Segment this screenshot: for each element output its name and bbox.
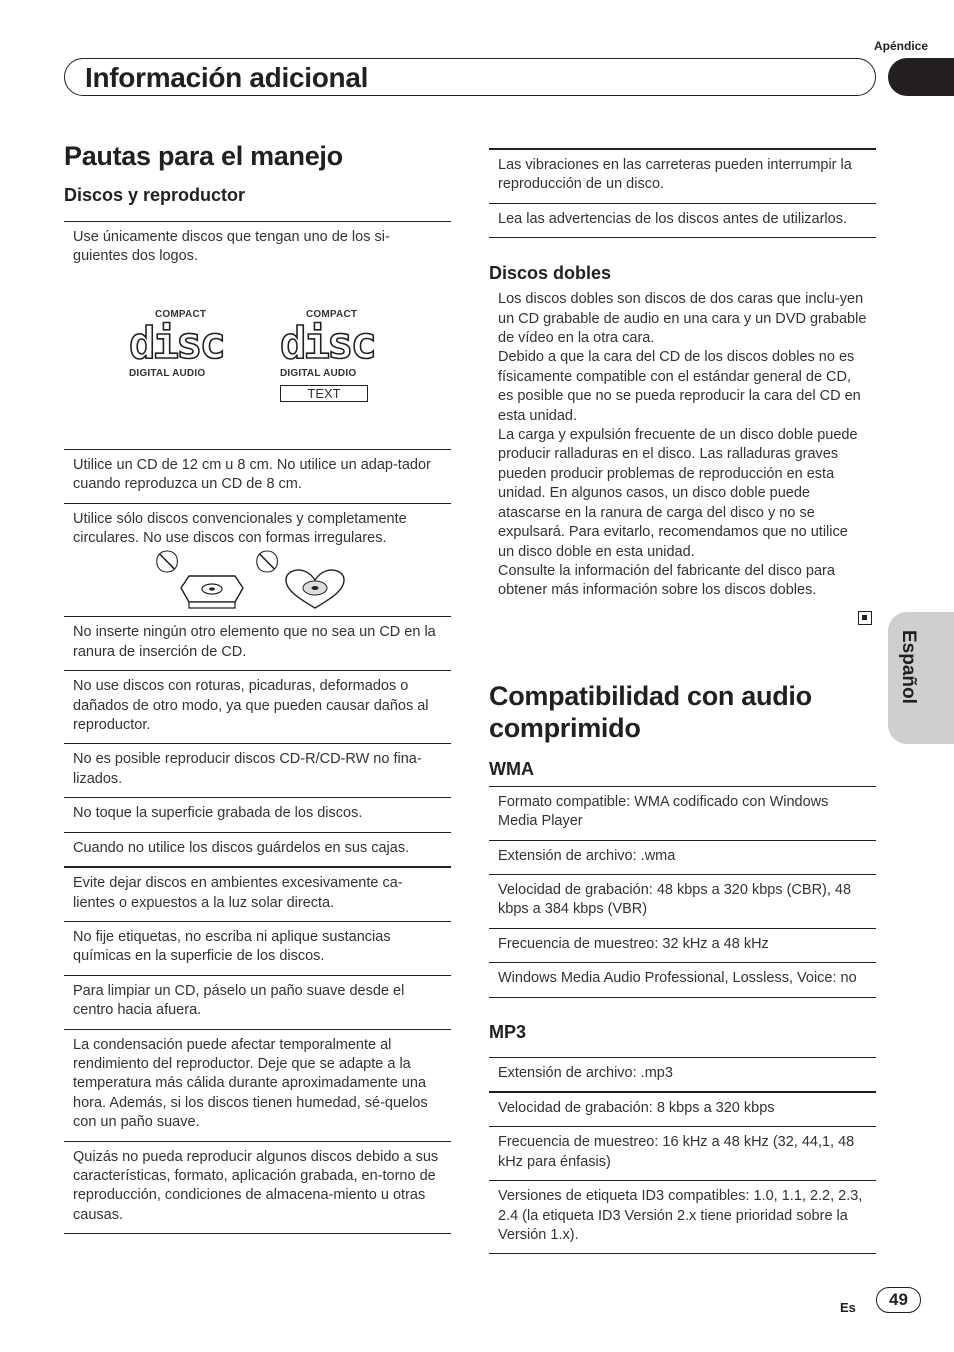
table-row: Velocidad de grabación: 48 kbps a 320 kbps (CBR), 48 kbps a 384 kbps (VBR) [489, 875, 876, 929]
discs-player-subtitle: Discos y reproductor [64, 185, 246, 205]
table-row: Frecuencia de muestreo: 16 kHz a 48 kHz (32, 44,1, 48 kHz para énfasis) [489, 1127, 876, 1181]
table-row: No inserte ningún otro elemento que no sea un CD en la ranura de inserción de CD. [64, 617, 451, 671]
table-row: Extensión de archivo: .mp3 [489, 1058, 876, 1093]
table-row: Evite dejar discos en ambientes excesivamente ca-lientes o expuestos a la luz solar directa. [64, 868, 451, 922]
table-row: No toque la superficie grabada de los discos. [64, 798, 451, 832]
right-column [489, 148, 876, 1254]
wma-table [489, 786, 876, 998]
logo-bottom-text: DIGITAL AUDIO [129, 368, 206, 380]
table-row: Velocidad de grabación: 8 kbps a 320 kbps [489, 1093, 876, 1127]
paragraph: La carga y expulsión frecuente de un disco doble puede producir ralladuras en el disco. Las ralladuras graves pueden producir problemas de reproducción en esta unidad. En algunos casos, un disco doble puede atascarse en la ranura de carga del disco y no se expulsará. Para evitarlo, recomendamos que no utilice un disco doble en esta unidad. [498, 427, 858, 560]
logo-main-text: disc [280, 318, 374, 370]
table-row: Para limpiar un CD, páselo un paño suave desde el centro hacia afuera. [64, 976, 451, 1030]
mp3-table [489, 1057, 876, 1255]
paragraph: Los discos dobles son discos de dos caras que inclu-yen un CD grabable de audio en una cara y un DVD grabable de vídeo en la otra cara. [498, 291, 867, 347]
left-column [64, 140, 451, 1234]
handling-table [64, 221, 451, 1234]
table-row: Utilice un CD de 12 cm u 8 cm. No utilice un adap-tador cuando reproduzca un CD de 8 cm. [64, 450, 451, 504]
logo-bottom-text: DIGITAL AUDIO [280, 368, 357, 380]
heart-disc-icon [282, 568, 348, 612]
intro-text: Use únicamente discos que tengan uno de los si-guientes dos logos. [73, 229, 390, 265]
section-title: Información adicional [85, 62, 369, 93]
table-row [64, 222, 451, 450]
vibration-table [489, 148, 876, 238]
logo-text-box: TEXT [280, 385, 368, 402]
table-row: No es posible reproducir discos CD-R/CD-RW no fina-lizados. [64, 744, 451, 798]
wma-subtitle: WMA [489, 758, 534, 779]
mp3-subtitle: MP3 [489, 1021, 527, 1042]
table-row: Formato compatible: WMA codificado con Windows Media Player [489, 787, 876, 841]
octagon-disc-icon [179, 568, 245, 612]
compact-disc-logo [129, 305, 229, 384]
compressed-audio-title: Compatibilidad con audio comprimido [489, 680, 812, 743]
logo-top-text: COMPACT [155, 308, 207, 320]
table-row: Versiones de etiqueta ID3 compatibles: 1.0, 1.1, 2.2, 2.3, 2.4 (la etiqueta ID3 Versión 2.x tiene prioridad sobre la Versión 1.x). [489, 1181, 876, 1254]
logo-top-text: COMPACT [306, 308, 358, 320]
dual-discs-subtitle: Discos dobles [489, 263, 612, 284]
language-code: Es [840, 1300, 856, 1315]
compact-disc-text-logo [280, 305, 380, 402]
table-row: Extensión de archivo: .wma [489, 841, 876, 875]
appendix-label: Apéndice [873, 39, 928, 53]
section-header [64, 58, 876, 96]
table-row: No use discos con roturas, picaduras, deformados o dañados de otro modo, ya que pueden causar daños al reproductor. [64, 671, 451, 744]
cd-logos [73, 267, 442, 449]
end-of-section-icon [858, 611, 872, 625]
table-row: Frecuencia de muestreo: 32 kHz a 48 kHz [489, 929, 876, 963]
table-row: Quizás no pueda reproducir algunos discos debido a sus características, formato, aplicación grabada, en-torno de reproducción, condiciones de almacena-miento u otras causas. [64, 1142, 451, 1235]
table-row: La condensación puede afectar temporalmente al rendimiento del reproductor. Deje que se adapte a la temperatura más cálida durante aproximadamente una hora. Además, si los discos tienen humedad, sé-quelos con un paño suave. [64, 1030, 451, 1142]
handling-title: Pautas para el manejo [64, 141, 343, 171]
irregular-disc-shapes [73, 548, 442, 612]
language-label: Español [898, 630, 919, 704]
page-number: 49 [876, 1287, 921, 1313]
table-row: Cuando no utilice los discos guárdelos en sus cajas. [64, 833, 451, 868]
table-row: Windows Media Audio Professional, Lossless, Voice: no [489, 963, 876, 997]
dual-discs-text [489, 284, 876, 601]
table-row: Lea las advertencias de los discos antes de utilizarlos. [489, 204, 876, 238]
row-text: Utilice sólo discos convencionales y completamente circulares. No use discos con formas irregulares. [73, 510, 407, 547]
table-row: Las vibraciones en las carreteras pueden interrumpir la reproducción de un disco. [489, 150, 876, 204]
paragraph: Consulte la información del fabricante del disco para obtener más información sobre los discos dobles. [498, 562, 835, 599]
table-row: No fije etiquetas, no escriba ni aplique sustancias químicas en la superficie de los discos. [64, 922, 451, 976]
logo-main-text: disc [129, 318, 223, 370]
header-tab [888, 58, 954, 96]
paragraph: Debido a que la cara del CD de los discos dobles no es físicamente compatible con el estándar general de CD, es posible que no se pueda reproducir la cara del CD en esta unidad. [498, 349, 861, 424]
table-row [64, 504, 451, 618]
